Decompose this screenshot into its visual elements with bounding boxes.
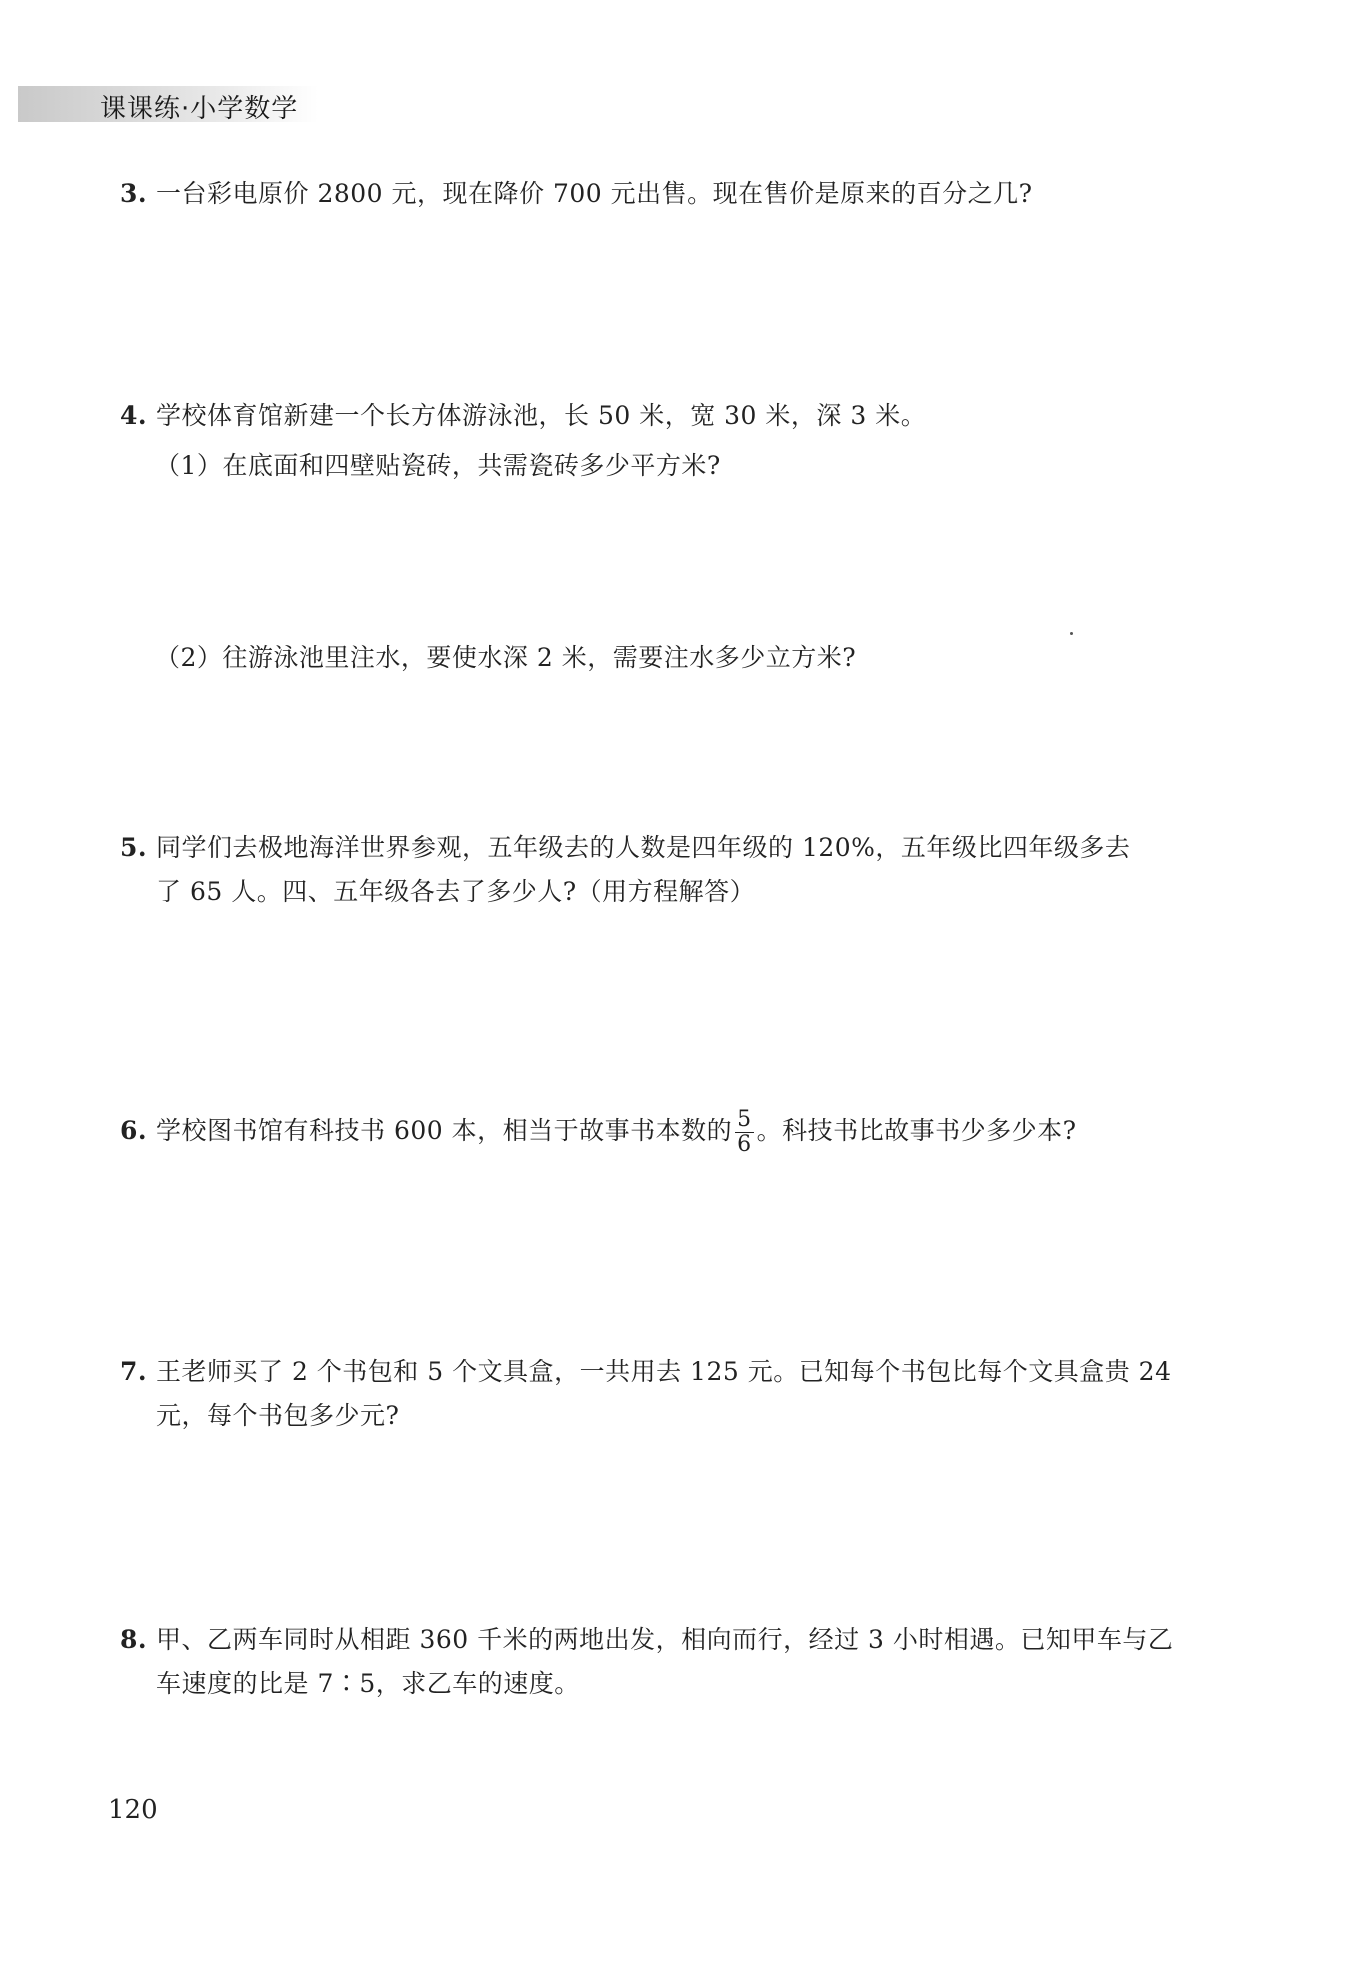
- problem-4-part-2: （2）往游泳池里注水，要使水深 2 米，需要注水多少立方米?: [155, 643, 857, 672]
- problem-text-line-2: 车速度的比是 7∶5，求乙车的速度。: [156, 1669, 580, 1698]
- fraction: [735, 1108, 754, 1157]
- problem-text-line-2: 了 65 人。四、五年级各去了多少人?（用方程解答）: [156, 877, 756, 906]
- problem-5: [120, 826, 1130, 914]
- problem-text-line-1: 甲、乙两车同时从相距 360 千米的两地出发，相向而行，经过 3 小时相遇。已知甲车与乙: [156, 1625, 1174, 1654]
- problem-text-line-1: 王老师买了 2 个书包和 5 个文具盒，一共用去 125 元。已知每个书包比每个文具盒贵 24: [156, 1357, 1172, 1386]
- problem-number: 8.: [120, 1625, 148, 1654]
- fraction-denominator: 6: [737, 1132, 752, 1157]
- problem-number: 4.: [120, 401, 148, 430]
- problem-text-line-1: 同学们去极地海洋世界参观，五年级去的人数是四年级的 120%，五年级比四年级多去: [156, 833, 1131, 862]
- problem-text-after: 。科技书比故事书少多少本?: [756, 1116, 1077, 1145]
- problem-number: 3.: [120, 179, 148, 208]
- problem-7: [120, 1350, 1171, 1438]
- problem-3: [120, 172, 1033, 216]
- problem-number: 6.: [120, 1116, 148, 1145]
- problem-4: [120, 394, 926, 438]
- page-number: 120: [108, 1795, 158, 1825]
- problem-6: [120, 1108, 1077, 1157]
- problem-number: 7.: [120, 1357, 148, 1386]
- problem-number: 5.: [120, 833, 148, 862]
- problem-8: [120, 1618, 1173, 1706]
- book-title: 课课练·小学数学: [100, 94, 299, 124]
- problem-text-before: 学校图书馆有科技书 600 本，相当于故事书本数的: [156, 1116, 733, 1145]
- scan-speck: [1070, 632, 1073, 635]
- problem-text: 一台彩电原价 2800 元，现在降价 700 元出售。现在售价是原来的百分之几?: [156, 179, 1033, 208]
- fraction-numerator: 5: [737, 1107, 752, 1132]
- problem-text: 学校体育馆新建一个长方体游泳池，长 50 米，宽 30 米，深 3 米。: [156, 401, 927, 430]
- problem-4-part-1: （1）在底面和四壁贴瓷砖，共需瓷砖多少平方米?: [155, 451, 721, 480]
- problem-text-line-2: 元，每个书包多少元?: [156, 1401, 400, 1430]
